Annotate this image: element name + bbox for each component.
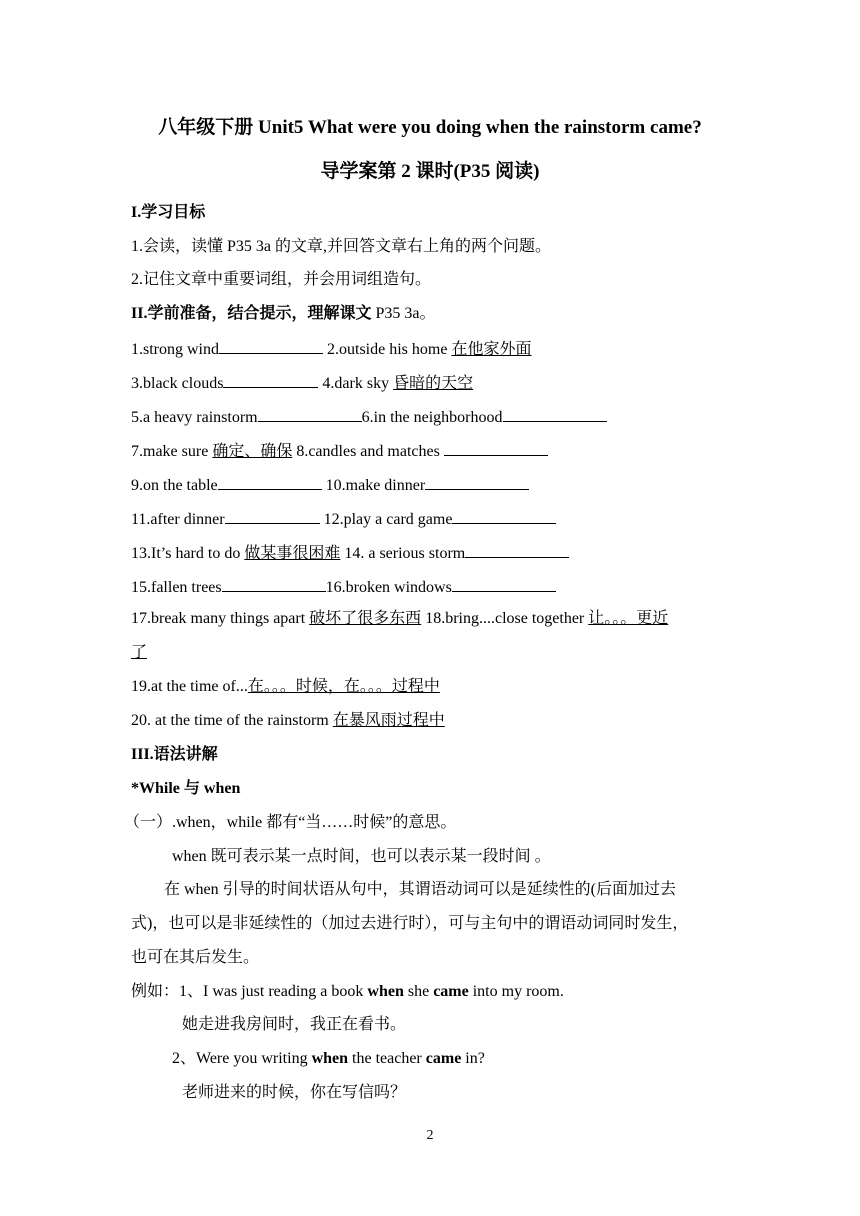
phrase-text: 18.bring....close together	[421, 610, 589, 627]
phrase-row	[131, 440, 548, 462]
phrase-row	[131, 474, 529, 496]
section-heading-tail: P35 3a。	[371, 305, 436, 322]
phrase-text: 2.outside his home	[323, 341, 452, 358]
phrase-row	[131, 711, 445, 731]
phrase-text: 7.make sure	[131, 443, 213, 460]
phrase-text: 12.play a card game	[319, 511, 453, 528]
section-heading-objectives: I.学习目标	[131, 204, 206, 221]
page-number: 2	[426, 1128, 434, 1143]
phrase-text: 9.on the table	[131, 477, 218, 494]
answer-blank[interactable]	[452, 576, 556, 592]
grammar-paragraph-line: 式)，也可以是非延续性的（加过去进行时），可与主句中的谓语动词同时发生，	[131, 915, 689, 932]
phrase-row	[131, 609, 668, 629]
phrase-answer: 让。。。更近	[588, 610, 669, 627]
section-heading-preparation	[131, 304, 435, 324]
document-subtitle: 导学案第 2 课时(P35 阅读)	[320, 161, 540, 182]
example-text: in?	[461, 1050, 485, 1067]
section-heading-grammar: III.语法讲解	[131, 746, 218, 763]
phrase-text: 3.black clouds	[131, 375, 224, 392]
phrase-text: 4.dark sky	[318, 375, 394, 392]
phrase-row	[131, 372, 473, 394]
phrase-answer: 破坏了很多东西	[309, 610, 422, 627]
grammar-topic: *While 与 when	[131, 780, 241, 797]
section-heading-text: II.学前准备，结合提示，理解课文	[131, 305, 372, 322]
example-translation: 老师进来的时候，你在写信吗？	[182, 1084, 407, 1101]
phrase-text: 6.in the neighborhood	[361, 409, 503, 426]
example-keyword: came	[425, 1050, 462, 1067]
phrase-text: 19.at the time of...	[131, 678, 248, 695]
answer-blank[interactable]	[258, 406, 362, 422]
phrase-answer: 做某事很困难	[244, 545, 341, 562]
example-text: she	[403, 983, 434, 1000]
phrase-row	[131, 338, 531, 360]
phrase-answer: 在。。。时候，在。。。过程中	[247, 678, 440, 695]
phrase-text: 10.make dinner	[321, 477, 426, 494]
answer-blank[interactable]	[219, 338, 323, 354]
phrase-text: 1.strong wind	[131, 341, 219, 358]
grammar-paragraph-line: 在 when 引导的时间状语从句中，其谓语动词可以是延续性的(后面加过去	[164, 881, 676, 898]
phrase-text: 14. a serious storm	[340, 545, 466, 562]
example-translation: 她走进我房间时，我正在看书。	[182, 1016, 407, 1033]
phrase-text: 16.broken windows	[325, 579, 452, 596]
answer-blank[interactable]	[503, 406, 607, 422]
objective-item: 1.会读，读懂 P35 3a 的文章,并回答文章右上角的两个问题。	[131, 238, 552, 255]
example-text: into my room.	[468, 983, 564, 1000]
phrase-answer: 在暴风雨过程中	[332, 712, 445, 729]
grammar-point: （一）.when，while 都有“当……时候”的意思。	[124, 814, 457, 831]
phrase-text: 15.fallen trees	[131, 579, 222, 596]
phrase-text: 5.a heavy rainstorm	[131, 409, 258, 426]
phrase-answer: 在他家外面	[451, 341, 532, 358]
example-text: 例如：1、I was just reading a book	[131, 983, 368, 1000]
answer-blank[interactable]	[465, 542, 569, 558]
answer-blank[interactable]	[425, 474, 529, 490]
example-sentence	[131, 982, 564, 1002]
phrase-row	[131, 677, 440, 697]
answer-blank[interactable]	[222, 576, 326, 592]
document-title: 八年级下册 Unit5 What were you doing when the rainstorm came?	[158, 117, 702, 138]
phrase-row-continuation	[131, 643, 147, 663]
phrase-text: 17.break many things apart	[131, 610, 310, 627]
answer-blank[interactable]	[223, 372, 318, 388]
phrase-text: 11.after dinner	[131, 511, 225, 528]
phrase-text: 8.candles and matches	[292, 443, 444, 460]
example-text: 2、Were you writing	[172, 1050, 312, 1067]
phrase-row	[131, 406, 607, 428]
example-keyword: came	[433, 983, 469, 1000]
phrase-answer: 确定、确保	[212, 443, 293, 460]
phrase-row	[131, 508, 556, 530]
example-sentence	[172, 1049, 485, 1069]
example-keyword: when	[311, 1050, 349, 1067]
grammar-note: when 既可表示某一点时间，也可以表示某一段时间 。	[172, 848, 551, 865]
answer-blank[interactable]	[225, 508, 320, 524]
answer-blank[interactable]	[444, 440, 548, 456]
phrase-row	[131, 576, 556, 598]
phrase-text: 13.It’s hard to do	[131, 545, 245, 562]
example-keyword: when	[367, 983, 404, 1000]
example-text: the teacher	[348, 1050, 426, 1067]
phrase-row	[131, 542, 569, 564]
phrase-answer: 了	[131, 644, 148, 661]
phrase-text: 20. at the time of the rainstorm	[131, 712, 333, 729]
grammar-paragraph-line: 也可在其后发生。	[131, 949, 260, 966]
answer-blank[interactable]	[218, 474, 322, 490]
answer-blank[interactable]	[452, 508, 556, 524]
objective-item: 2.记住文章中重要词组，并会用词组造句。	[131, 271, 432, 288]
phrase-answer: 昏暗的天空	[393, 375, 474, 392]
